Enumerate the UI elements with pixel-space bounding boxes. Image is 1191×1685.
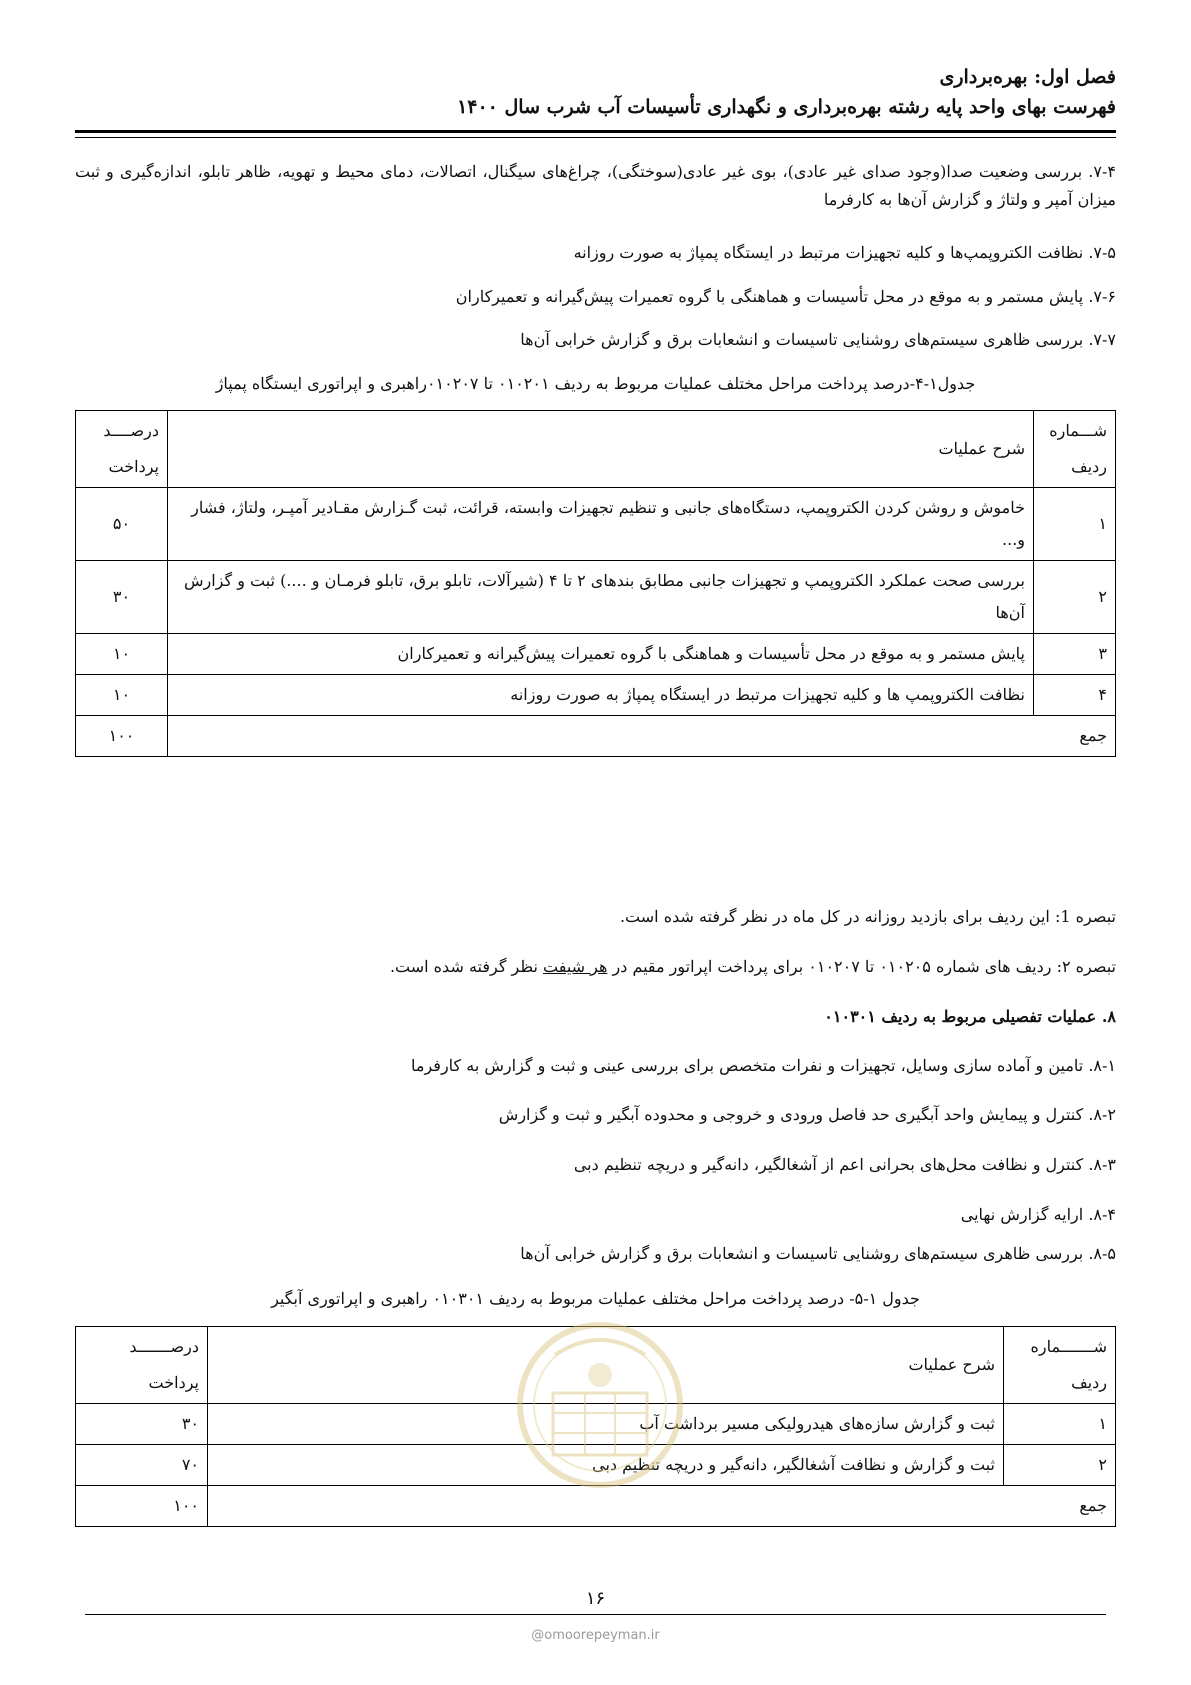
table1-caption: جدول۱-۴-درصد پرداخت مراحل مختلف عملیات مربوط به ردیف ۰۱۰۲۰۱ تا ۰۱۰۲۰۷راهبری و اپراتوری ایستگاه پمپاژ	[215, 374, 976, 393]
row-description: بررسی صحت عملکرد الکتروپمپ و تجهیزات جانبی مطابق بندهای ۲ تا ۴ (شیرآلات، تابلو برق، تابلو فرمـان و ....) ثبت و گزارش آن‌ها	[168, 561, 1034, 634]
total-value: ۱۰۰	[76, 1486, 208, 1527]
header-payment-percent	[76, 1327, 208, 1404]
chapter-title: فصل اول: بهره‌برداری	[939, 66, 1116, 88]
row-percent: ۱۰	[76, 675, 168, 716]
header-payment-percent-bottom: پرداخت	[148, 1373, 199, 1392]
table-row	[76, 488, 1116, 561]
row-description: ثبت و گزارش سازه‌های هیدرولیکی مسیر برداشت آب	[208, 1404, 1004, 1445]
note-2-underlined: هر شیفت	[543, 957, 608, 976]
row-description: ثبت و گزارش و نظافت آشغالگیر، دانه‌گیر و دریچه تنظیم دبی	[208, 1445, 1004, 1486]
note-2-end: نظر گرفته شده است.	[389, 957, 544, 976]
row-description: خاموش و روشن کردن الکتروپمپ، دستگاه‌های جانبی و تنظیم تجهیزات وابسته، قرائت، ثبت گـزارش مقـادیر آمپـر، ولتاژ، فشار و...	[168, 488, 1034, 561]
header-rule-thin	[75, 137, 1116, 138]
header-payment-percent-bottom: پرداخت	[108, 457, 159, 476]
note-2-start: تبصره ۲: ردیف های شماره ۰۱۰۲۰۵ تا ۰۱۰۲۰۷ برای پرداخت اپراتور مقیم در	[607, 957, 1116, 976]
website-watermark: @omoorepeyman.ir	[531, 1628, 660, 1643]
header-row-number-top: شـــماره	[1049, 421, 1107, 440]
header-payment-percent-top: درصـــــــد	[129, 1337, 199, 1356]
table-total-row	[76, 716, 1116, 757]
page-header	[75, 62, 1116, 122]
publisher-seal-watermark	[515, 1315, 685, 1500]
header-rule-thick	[75, 130, 1116, 133]
paragraph-7-7: ۷-۷. بررسی ظاهری سیستم‌های روشنایی تاسیسات و انشعابات برق و گزارش خرابی آن‌ها	[520, 330, 1116, 349]
paragraph-8-4: ۸-۴. ارایه گزارش نهایی	[960, 1205, 1116, 1224]
header-payment-percent-top: درصــــد	[103, 421, 159, 440]
header-row-number-top: شـــــــماره	[1030, 1337, 1107, 1356]
table-row	[76, 561, 1116, 634]
total-label: جمع	[208, 1486, 1116, 1527]
header-row-number-bottom: ردیف	[1071, 1373, 1107, 1392]
paragraph-7-4: ۷-۴. بررسی وضعیت صدا(وجود صدای غیر عادی)، بوی غیر عادی(سوختگی)، چراغ‌های سیگنال، اتصالات، دمای محیط و تهویه، ظاهر تابلو، اندازه‌گیری و ثبت میزان آمپر و ولتاژ و گزارش آن‌ها به کارفرما	[75, 162, 1116, 209]
header-description: شرح عملیات	[208, 1327, 1004, 1404]
header-payment-percent	[76, 411, 168, 488]
paragraph-7-5: ۷-۵. نظافت الکتروپمپ‌ها و کلیه تجهیزات مرتبط در ایستگاه پمپاژ به صورت روزانه	[573, 243, 1116, 262]
note-1: تبصره 1: این ردیف برای بازدید روزانه در کل ماه در نظر گرفته شده است.	[619, 907, 1116, 926]
total-label: جمع	[168, 716, 1116, 757]
row-number: ۲	[1004, 1445, 1116, 1486]
footer-rule	[85, 1614, 1106, 1615]
document-title: فهرست بهای واحد پایه رشته بهره‌برداری و نگهداری تأسیسات آب شرب سال ۱۴۰۰	[457, 96, 1116, 118]
table1-operations	[75, 410, 1116, 757]
table2-caption: جدول ۱-۵- درصد پرداخت مراحل مختلف عملیات مربوط به ردیف ۰۱۰۳۰۱ راهبری و اپراتوری آبگیر	[271, 1289, 920, 1308]
header-row-number	[1034, 411, 1116, 488]
section-8-heading: ۸. عملیات تفصیلی مربوط به ردیف ۰۱۰۳۰۱	[824, 1007, 1116, 1026]
row-percent: ۷۰	[76, 1445, 208, 1486]
row-percent: ۱۰	[76, 634, 168, 675]
row-number: ۳	[1034, 634, 1116, 675]
paragraph-8-5: ۸-۵. بررسی ظاهری سیستم‌های روشنایی تاسیسات و انشعابات برق و گزارش خرابی آن‌ها	[520, 1244, 1116, 1263]
row-percent: ۵۰	[76, 488, 168, 561]
row-percent: ۳۰	[76, 1404, 208, 1445]
table-header-row	[76, 411, 1116, 488]
note-2	[75, 953, 1116, 981]
paragraph-8-3: ۸-۳. کنترل و نظافت محل‌های بحرانی اعم از آشغالگیر، دانه‌گیر و دریچه تنظیم دبی	[573, 1155, 1116, 1174]
paragraph-8-2: ۸-۲. کنترل و پیمایش واحد آبگیری حد فاصل ورودی و خروجی و محدوده آبگیر و ثبت و گزارش	[498, 1105, 1116, 1124]
paragraph-8-1: ۸-۱. تامین و آماده سازی وسایل، تجهیزات و نفرات متخصص برای بررسی عینی و ثبت و گزارش به کارفرما	[411, 1056, 1116, 1075]
table-row	[76, 634, 1116, 675]
row-number: ۲	[1034, 561, 1116, 634]
row-description: نظافت الکتروپمپ ها و کلیه تجهیزات مرتبط در ایستگاه پمپاژ به صورت روزانه	[168, 675, 1034, 716]
row-number: ۴	[1034, 675, 1116, 716]
row-description: پایش مستمر و به موقع در محل تأسیسات و هماهنگی با گروه تعمیرات پیش‌گیرانه و تعمیرکاران	[168, 634, 1034, 675]
total-value: ۱۰۰	[76, 716, 168, 757]
page-number: ۱۶	[585, 1588, 606, 1609]
header-row-number-bottom: ردیف	[1071, 457, 1107, 476]
row-number: ۱	[1004, 1404, 1116, 1445]
table-row	[76, 675, 1116, 716]
paragraph-7-6: ۷-۶. پایش مستمر و به موقع در محل تأسیسات و هماهنگی با گروه تعمیرات پیش‌گیرانه و تعمیرکاران	[455, 287, 1116, 306]
row-number: ۱	[1034, 488, 1116, 561]
row-percent: ۳۰	[76, 561, 168, 634]
header-row-number	[1004, 1327, 1116, 1404]
header-description: شرح عملیات	[168, 411, 1034, 488]
